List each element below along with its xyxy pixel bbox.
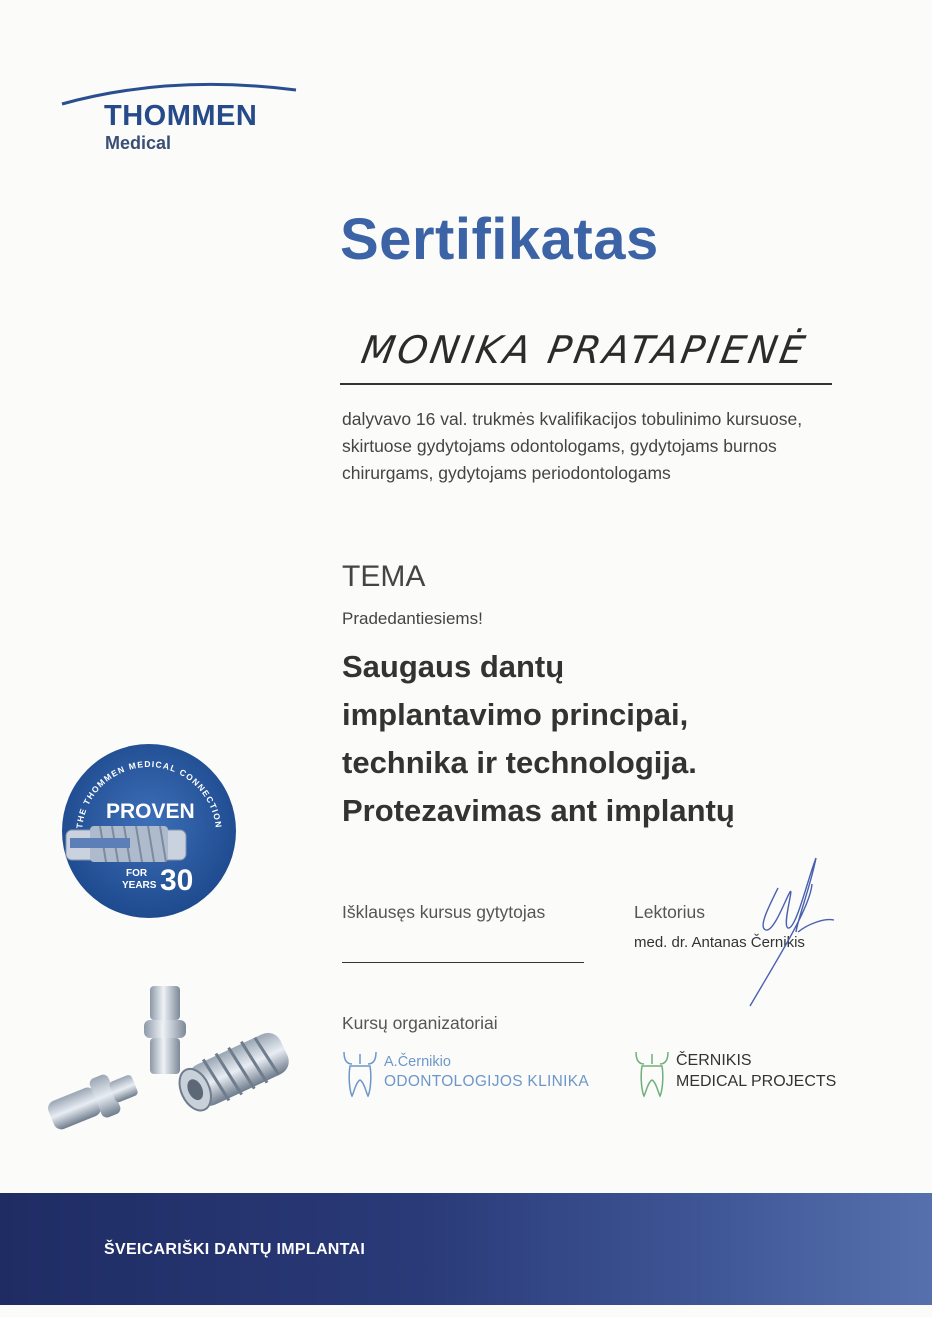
badge-years: YEARS — [122, 880, 157, 891]
course-title-line: Protezavimas ant implantų — [342, 793, 735, 828]
listener-label: Išklausęs kursus gytytojas — [342, 902, 546, 922]
badge-proven: PROVEN — [106, 800, 195, 823]
lector-signature — [738, 848, 848, 1013]
listener-signature-line — [342, 962, 584, 963]
clinic-name-line2: ODONTOLOGIJOS KLINIKA — [384, 1073, 589, 1090]
organizers-label: Kursų organizatoriai — [342, 1013, 498, 1033]
projects-name-line2: MEDICAL PROJECTS — [676, 1073, 837, 1090]
projects-name-line1: ČERNIKIS — [676, 1052, 752, 1069]
badge-arc-text: THE THOMMEN MEDICAL CONNECTION — [74, 758, 224, 830]
topic-heading: TEMA — [342, 560, 426, 593]
certificate-title: Sertifikatas — [340, 207, 659, 272]
participation-text: dalyvavo 16 val. trukmės kvalifikacijos tobulinimo kursuose, skirtuose gydytojams odontologams, gydytojams burnos chirurgams, gydytojams periodontologams — [342, 409, 803, 483]
name-underline — [340, 383, 832, 385]
course-title-line: technika ir technologija. — [342, 745, 697, 780]
footer-slogan: ŠVEICARIŠKI DANTŲ IMPLANTAI — [104, 1241, 366, 1258]
course-title — [342, 643, 862, 835]
badge-number: 30 — [160, 864, 194, 897]
course-title-line: Saugaus dantų — [342, 649, 565, 684]
topic-subtitle: Pradedantiesiems! — [342, 609, 483, 628]
logo-name: THOMMEN — [104, 100, 258, 132]
lector-label: Lektorius — [634, 902, 706, 922]
projects-tooth-icon — [632, 1048, 672, 1100]
badge-implant-icon — [66, 826, 186, 862]
badge-for: FOR — [126, 868, 148, 879]
clinic-name-line1: A.Černikio — [384, 1054, 451, 1070]
lector-name: med. dr. Antanas Černikis — [634, 934, 805, 951]
logo-subtitle: Medical — [105, 133, 172, 153]
proven-30-years-badge — [60, 742, 238, 920]
clinic-tooth-icon — [340, 1048, 380, 1100]
implant-products-image — [38, 980, 298, 1140]
course-title-line: implantavimo principai, — [342, 697, 689, 732]
recipient-name: MONIKA PRATAPIENĖ — [358, 328, 812, 372]
